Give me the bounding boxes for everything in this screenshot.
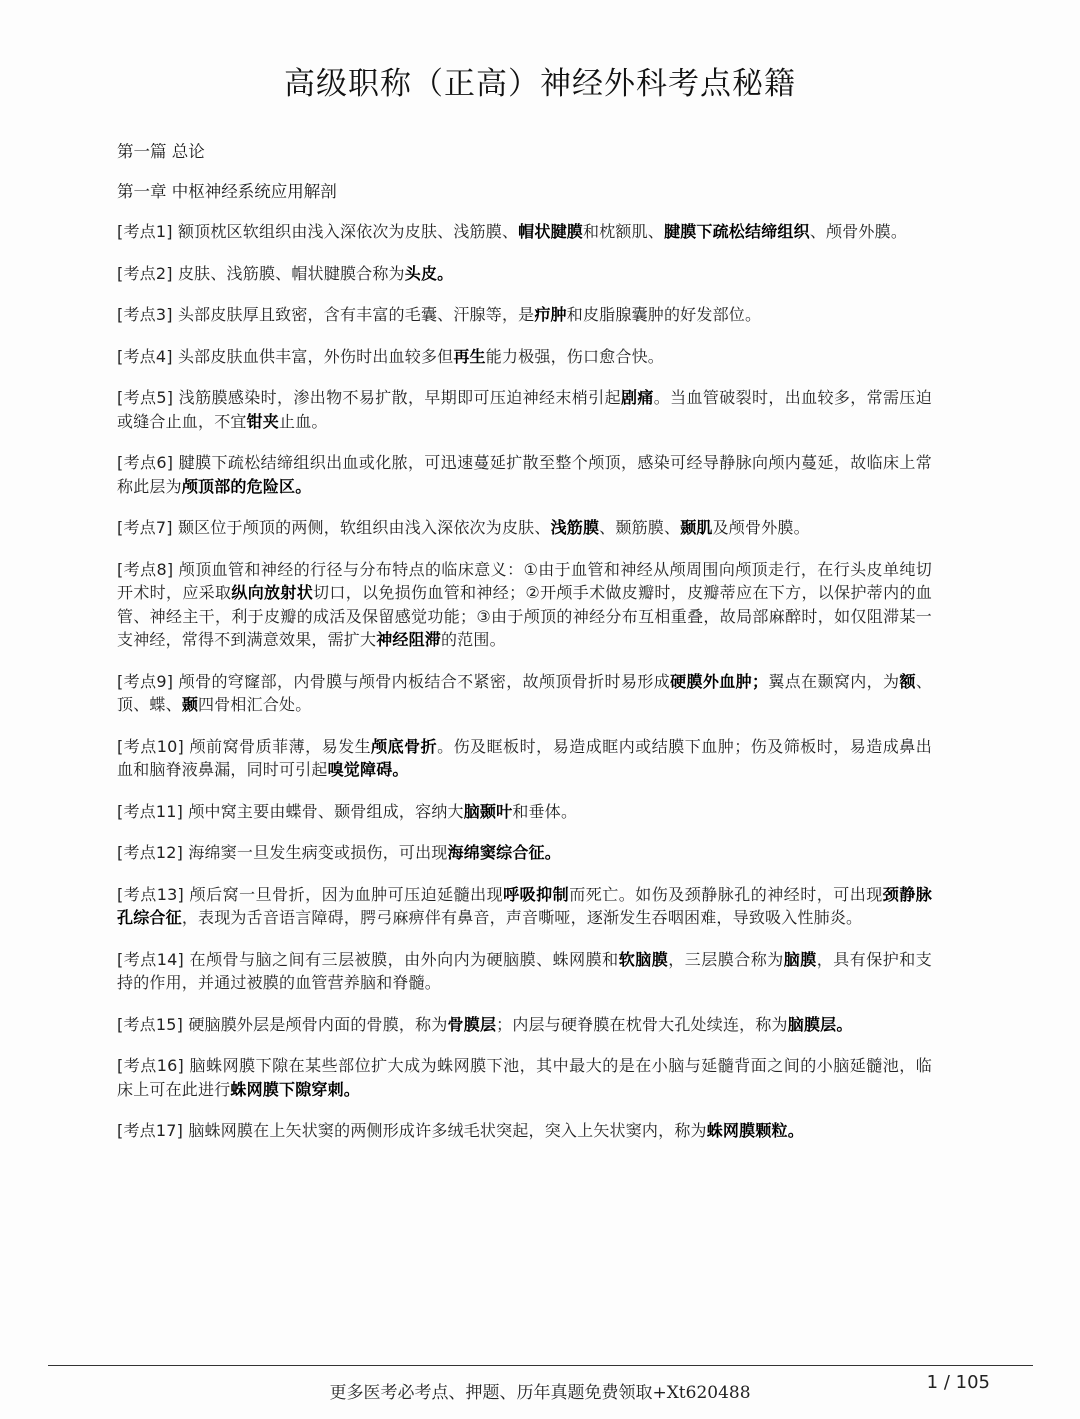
exam-point: [117, 262, 932, 286]
exam-point-tag: [考点4]: [117, 346, 173, 366]
point-text: 及颅骨外膜。: [712, 518, 810, 537]
exam-point-tag: [考点12]: [117, 843, 184, 862]
point-text: 在颅骨与脑之间有三层被膜，由外向内为硬脑膜、蛛网膜和: [183, 949, 619, 969]
exam-point: [117, 386, 932, 433]
point-text: 、顶、蝶、: [117, 671, 933, 714]
footer-divider: [48, 1365, 1033, 1366]
key-term: 硬膜外血肿；: [670, 671, 769, 691]
exam-point-tag: [考点8]: [117, 559, 174, 579]
key-term: 剧痛: [620, 388, 654, 407]
exam-point-tag: [考点16]: [117, 1056, 184, 1075]
point-text: 切口，以免损伤血管和神经；②开颅手术做皮瓣时，皮瓣蒂应在下方，以保护蒂内的血管、神经主干，利于皮瓣的成活及保留感觉功能；③由于颅顶的神经分布互相重叠，故局部麻醉时，如仅阻滞某一支神经，常得不到满意效果，需扩大: [117, 583, 932, 649]
chapter-heading: 第一章 中枢神经系统应用解剖: [117, 182, 337, 201]
key-term: 骨膜层: [447, 1014, 497, 1034]
key-term: 额: [899, 671, 916, 691]
key-term: 颞: [181, 695, 199, 714]
point-text: 额顶枕区软组织由浅入深依次为皮肤、浅筋膜、: [172, 222, 519, 241]
point-text: 能力极强，伤口愈合快。: [485, 346, 664, 366]
exam-point-tag: [考点15]: [117, 1014, 184, 1034]
point-text: 脑蛛网膜下隙在某些部位扩大成为蛛网膜下池，其中最大的是在小脑与延髓背面之间的小脑延髓池，临床上可在此进行: [117, 1056, 932, 1099]
point-text: 而死亡。如伤及颈静脉孔的神经时，可出现: [569, 884, 883, 904]
point-text: 颅顶血管和神经的行径与分布特点的临床意义：①由于血管和神经从颅周围向颅顶走行，在行头皮单纯切开术时，应采取: [117, 559, 932, 602]
exam-point: [117, 948, 932, 995]
exam-point-tag: [考点5]: [117, 388, 174, 407]
point-text: 颅中窝主要由蝶骨、颞骨组成，容纳大: [183, 801, 464, 821]
exam-point: [117, 345, 932, 369]
exam-point: [117, 735, 932, 782]
key-term: 疖肿: [534, 305, 567, 324]
point-text: 颞区位于颅顶的两侧，软组织由浅入深依次为皮肤、: [172, 518, 551, 537]
point-text: 。伤及眶板时，易造成眶内或结膜下血肿；伤及筛板时，易造成鼻出血和脑脊液鼻漏，同时可引起: [117, 736, 932, 779]
exam-point-tag: [考点13]: [117, 884, 184, 904]
key-term: 软脑膜: [618, 949, 669, 969]
key-term: 颞肌: [680, 518, 713, 537]
point-text: ，表现为舌音语言障碍，腭弓麻痹伴有鼻音，声音嘶哑，逐渐发生吞咽困难，导致吸入性肺炎。: [181, 908, 863, 927]
exam-point: [117, 451, 932, 498]
key-term: 嗅觉障碍。: [327, 760, 409, 779]
point-text: 翼点在颞窝内，为: [768, 671, 900, 691]
key-term: 钳夹: [246, 411, 280, 431]
point-text: 、颅骨外膜。: [809, 222, 908, 241]
point-text: 的范围。: [441, 630, 506, 649]
exam-point: [117, 558, 932, 652]
point-text: ，具有保护和支持的作用，并通过被膜的血管营养脑和脊髓。: [117, 949, 932, 992]
point-text: 、颞筋膜、: [599, 518, 681, 537]
point-text: 颅前窝骨质菲薄，易发生: [183, 736, 372, 756]
point-text: 和皮脂腺囊肿的好发部位。: [566, 305, 762, 324]
point-text: 皮肤、浅筋膜、帽状腱膜合称为: [172, 263, 405, 283]
point-text: 和枕额肌、: [582, 222, 664, 241]
exam-point-tag: [考点2]: [117, 263, 173, 283]
exam-point: [117, 1119, 932, 1143]
exam-point: [117, 303, 932, 327]
key-term: 蛛网膜颗粒。: [706, 1121, 804, 1140]
point-text: 。当血管破裂时，出血较多，常需压迫或缝合止血，不宜: [117, 388, 933, 431]
footer-promo-text: 更多医考必考点、押题、历年真题免费领取+Xt620488: [329, 1383, 751, 1403]
point-text: 浅筋膜感染时，渗出物不易扩散，早期即可压迫神经末梢引起: [173, 388, 621, 407]
exam-points-list: [117, 220, 932, 1143]
point-text: 颅后窝一旦骨折，因为血肿可压迫延髓出现: [183, 884, 504, 904]
exam-point-tag: [考点7]: [117, 518, 173, 537]
point-text: 止血。: [279, 411, 328, 431]
exam-point: [117, 220, 932, 244]
key-term: 腱膜下疏松结缔组织: [664, 222, 810, 241]
exam-point-tag: [考点6]: [117, 453, 174, 472]
point-text: ；内层与硬脊膜在枕骨大孔处续连，称为: [496, 1014, 788, 1034]
page-title: 高级职称（正高）神经外科考点秘籍: [284, 66, 796, 102]
key-term: 颅底骨折: [371, 736, 438, 756]
point-text: 头部皮肤血供丰富，外伤时出血较多但: [172, 346, 454, 366]
point-text: 海绵窦一旦发生病变或损伤，可出现: [183, 843, 448, 862]
key-term: 帽状腱膜: [518, 222, 583, 241]
key-term: 脑膜: [783, 949, 817, 969]
exam-point: [117, 516, 932, 540]
key-term: 头皮。: [404, 263, 454, 283]
key-term: 脑膜层。: [787, 1014, 853, 1034]
exam-point-tag: [考点11]: [117, 801, 184, 821]
exam-point: [117, 800, 932, 824]
exam-point-tag: [考点10]: [117, 736, 184, 756]
key-term: 浅筋膜: [550, 518, 600, 537]
exam-point: [117, 670, 932, 717]
point-text: 和垂体。: [512, 801, 578, 821]
exam-point-tag: [考点3]: [117, 305, 173, 324]
point-text: 腱膜下疏松结缔组织出血或化脓，可迅速蔓延扩散至整个颅顶，感染可经导静脉向颅内蔓延，故临床上常称此层为: [117, 453, 932, 496]
document-body: [117, 140, 932, 1161]
key-term: 呼吸抑制: [503, 884, 570, 904]
key-term: 蛛网膜下隙穿刺。: [230, 1079, 361, 1099]
exam-point: [117, 841, 932, 865]
point-text: 脑蛛网膜在上矢状窦的两侧形成许多绒毛状突起，突入上矢状窦内，称为: [183, 1121, 707, 1140]
exam-point: [117, 1054, 932, 1101]
exam-point-tag: [考点9]: [117, 671, 174, 691]
key-term: 脑颞叶: [463, 801, 513, 821]
key-term: 再生: [453, 346, 486, 366]
point-text: 硬脑膜外层是颅骨内面的骨膜，称为: [183, 1014, 448, 1034]
key-term: 颈静脉孔综合征: [117, 884, 932, 927]
exam-point: [117, 1013, 932, 1037]
point-text: 头部皮肤厚且致密，含有丰富的毛囊、汗腺等，是: [172, 305, 535, 324]
exam-point: [117, 883, 932, 930]
part-heading: 第一篇 总论: [117, 142, 205, 161]
key-term: 海绵窦综合征。: [447, 843, 561, 862]
key-term: 纵向放射状: [231, 583, 314, 602]
point-text: 四骨相汇合处。: [198, 695, 312, 714]
exam-point-tag: [考点17]: [117, 1121, 184, 1140]
exam-point-tag: [考点14]: [117, 949, 184, 969]
key-term: 颅顶部的危险区。: [181, 476, 312, 496]
exam-point-tag: [考点1]: [117, 222, 173, 241]
key-term: 神经阻滞: [376, 630, 442, 649]
point-text: ，三层膜合称为: [668, 949, 784, 969]
page-number: 1 / 105: [926, 1372, 990, 1393]
point-text: 颅骨的穹窿部，内骨膜与颅骨内板结合不紧密，故颅顶骨折时易形成: [173, 671, 671, 691]
